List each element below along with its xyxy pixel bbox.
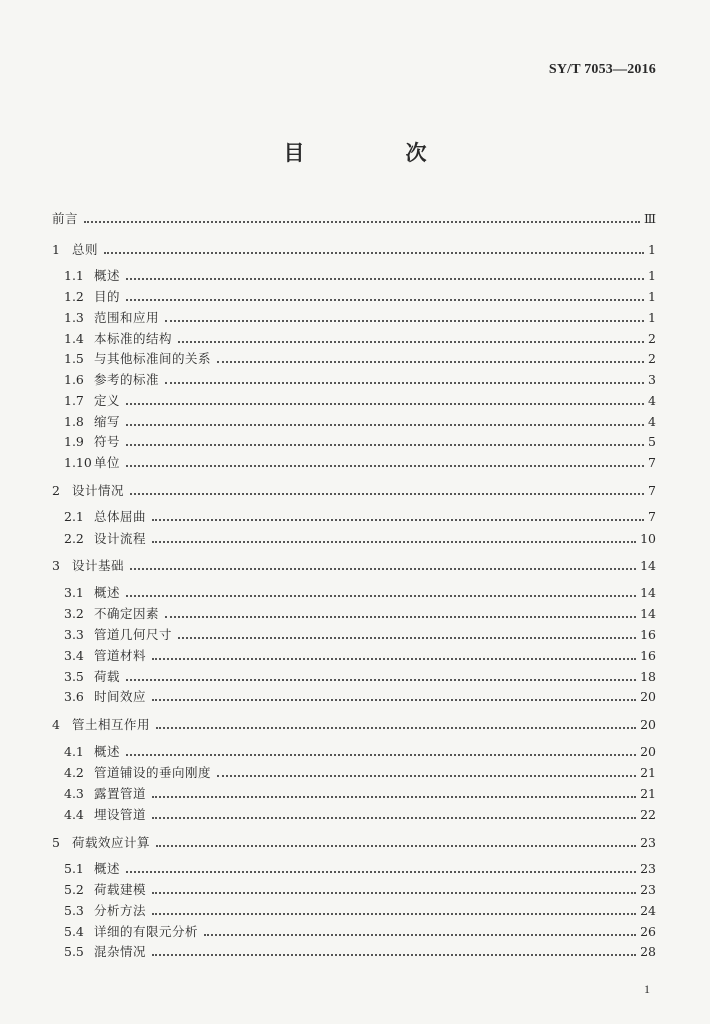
toc-leader-dots <box>126 595 636 597</box>
toc-entry-label: 缩写 <box>94 414 121 429</box>
toc-leader-dots <box>156 845 636 847</box>
toc-entry-number: 1.5 <box>64 351 84 366</box>
toc-entry-page: 23 <box>640 835 656 850</box>
toc-entry-label: 符号 <box>94 434 121 449</box>
toc-entry-number: 1.4 <box>64 331 84 346</box>
toc-entry[interactable] <box>64 860 656 878</box>
toc-entry[interactable] <box>64 454 656 472</box>
toc-leader-dots <box>130 568 636 570</box>
toc-leader-dots <box>217 361 644 363</box>
toc-entry[interactable] <box>64 309 656 327</box>
toc-leader-dots <box>126 465 644 467</box>
toc-leader-dots <box>217 775 636 777</box>
toc-leader-dots <box>152 913 636 915</box>
toc-entry-label: 参考的标准 <box>94 372 160 387</box>
toc-leader-dots <box>204 934 636 936</box>
toc-entry-page: 28 <box>640 944 656 959</box>
toc-entry-page: 1 <box>648 242 656 257</box>
toc-entry-label: 埋设管道 <box>94 807 147 822</box>
toc-entry-label: 本标准的结构 <box>94 331 173 346</box>
toc-entry-number: 3.4 <box>64 648 84 663</box>
toc-entry[interactable] <box>64 433 656 451</box>
toc-entry[interactable] <box>64 267 656 285</box>
toc-entry[interactable] <box>52 716 656 734</box>
toc-entry[interactable] <box>64 764 656 782</box>
toc-entry-number: 5.4 <box>64 924 84 939</box>
toc-entry-label: 设计情况 <box>72 483 125 498</box>
toc-entry-number: 5 <box>52 835 60 850</box>
toc-leader-dots <box>126 299 644 301</box>
toc-entry-label: 目的 <box>94 289 121 304</box>
toc-entry-page: 20 <box>640 744 656 759</box>
toc-entry[interactable] <box>64 923 656 941</box>
toc-entry-label: 概述 <box>94 585 121 600</box>
toc-entry[interactable] <box>64 943 656 961</box>
toc-entry[interactable] <box>64 806 656 824</box>
toc-entry-page: 23 <box>640 882 656 897</box>
toc-entry-number: 1 <box>52 242 60 257</box>
toc-entry-page: 22 <box>640 807 656 822</box>
page-number: 1 <box>644 982 650 996</box>
toc-entry-label: 与其他标准间的关系 <box>94 351 212 366</box>
toc-entry-number: 1.1 <box>64 268 84 283</box>
toc-entry-label: 范围和应用 <box>94 310 160 325</box>
toc-entry[interactable] <box>64 350 656 368</box>
toc-entry-page: 21 <box>640 765 656 780</box>
toc-leader-dots <box>152 699 636 701</box>
toc-entry-label: 总则 <box>72 242 99 257</box>
toc-entry-label: 概述 <box>94 861 121 876</box>
toc-entry-label: 概述 <box>94 268 121 283</box>
toc-entry-page: 2 <box>648 331 656 346</box>
toc-entry-page: 18 <box>640 669 656 684</box>
toc-entry-page: 7 <box>648 509 656 524</box>
toc-entry[interactable] <box>52 834 656 852</box>
toc-entry-label: 时间效应 <box>94 689 147 704</box>
toc-entry-number: 4.3 <box>64 786 84 801</box>
toc-entry-label: 管道几何尺寸 <box>94 627 173 642</box>
toc-entry-page: 14 <box>640 606 656 621</box>
toc-entry-number: 1.10 <box>64 455 92 470</box>
toc-entry-page: 24 <box>640 903 656 918</box>
toc-entry[interactable] <box>64 626 656 644</box>
toc-entry-number: 3.6 <box>64 689 84 704</box>
toc-entry-label: 混杂情况 <box>94 944 147 959</box>
toc-entry-page: 1 <box>648 268 656 283</box>
toc-entry[interactable] <box>64 508 656 526</box>
toc-entry[interactable] <box>64 605 656 623</box>
toc-entry-page: 14 <box>640 585 656 600</box>
toc-leader-dots <box>152 796 636 798</box>
toc-entry-label: 露置管道 <box>94 786 147 801</box>
toc-leader-dots <box>156 727 636 729</box>
toc-entry-label: 荷载效应计算 <box>72 835 151 850</box>
toc-leader-dots <box>104 252 644 254</box>
toc-entry-number: 2.2 <box>64 531 84 546</box>
toc-entry-page: 10 <box>640 531 656 546</box>
toc-entry-page: 16 <box>640 648 656 663</box>
toc-leader-dots <box>152 519 644 521</box>
toc-entry-label: 荷载建模 <box>94 882 147 897</box>
toc-entry-label: 总体屈曲 <box>94 509 147 524</box>
toc-entry[interactable] <box>52 210 656 228</box>
toc-entry-label: 设计流程 <box>94 531 147 546</box>
toc-leader-dots <box>126 424 644 426</box>
toc-entry-label: 单位 <box>94 455 121 470</box>
toc-entry[interactable] <box>64 647 656 665</box>
toc-entry[interactable] <box>64 743 656 761</box>
toc-entry-number: 5.3 <box>64 903 84 918</box>
toc-entry-page: 16 <box>640 627 656 642</box>
toc-entry-page: 1 <box>648 289 656 304</box>
toc-entry-number: 3.1 <box>64 585 84 600</box>
toc-leader-dots <box>152 892 636 894</box>
toc-entry-page: 4 <box>648 393 656 408</box>
toc-entry-number: 5.1 <box>64 861 84 876</box>
toc-entry-number: 1.3 <box>64 310 84 325</box>
toc-entry-page: 26 <box>640 924 656 939</box>
toc-entry-label: 定义 <box>94 393 121 408</box>
toc-leader-dots <box>178 637 636 639</box>
toc-entry-label: 概述 <box>94 744 121 759</box>
toc-entry[interactable] <box>64 902 656 920</box>
toc-entry[interactable] <box>64 785 656 803</box>
page-title: 目 次 <box>283 141 467 165</box>
toc-leader-dots <box>152 817 636 819</box>
toc-leader-dots <box>126 403 644 405</box>
toc-entry-number: 4.2 <box>64 765 84 780</box>
toc-leader-dots <box>126 871 636 873</box>
toc-entry-page: 1 <box>648 310 656 325</box>
toc-entry[interactable] <box>52 241 656 259</box>
standard-code: SY/T 7053—2016 <box>548 62 656 77</box>
toc-entry-number: 5.5 <box>64 944 84 959</box>
toc-entry[interactable] <box>64 413 656 431</box>
toc-entry-number: 1.6 <box>64 372 84 387</box>
toc-entry[interactable] <box>52 557 656 575</box>
toc-entry-label: 设计基础 <box>72 558 125 573</box>
toc-entry-label: 不确定因素 <box>94 606 160 621</box>
toc-entry-number: 5.2 <box>64 882 84 897</box>
toc-leader-dots <box>126 444 644 446</box>
toc-entry-label: 详细的有限元分析 <box>94 924 199 939</box>
toc-entry-label: 管土相互作用 <box>72 717 151 732</box>
toc-entry-number: 3 <box>52 558 60 573</box>
toc-entry-page: 2 <box>648 351 656 366</box>
toc-entry-number: 1.2 <box>64 289 84 304</box>
toc-entry-label: 前言 <box>52 211 79 226</box>
toc-entry-label: 管道材料 <box>94 648 147 663</box>
toc-entry-page: 3 <box>648 372 656 387</box>
toc-entry-page: 5 <box>648 434 656 449</box>
toc-entry-page: 21 <box>640 786 656 801</box>
toc-leader-dots <box>152 541 636 543</box>
toc-entry[interactable] <box>64 530 656 548</box>
toc-entry-label: 管道铺设的垂向刚度 <box>94 765 212 780</box>
toc-leader-dots <box>126 754 636 756</box>
toc-leader-dots <box>152 658 636 660</box>
toc-leader-dots <box>165 320 644 322</box>
toc-leader-dots <box>165 382 644 384</box>
toc-entry-label: 分析方法 <box>94 903 147 918</box>
toc-entry-number: 4.1 <box>64 744 84 759</box>
toc-entry-page: Ⅲ <box>643 211 656 226</box>
toc-entry-number: 3.2 <box>64 606 84 621</box>
toc-entry-page: 4 <box>648 414 656 429</box>
toc-leader-dots <box>165 616 636 618</box>
toc-entry-label: 荷载 <box>94 669 121 684</box>
toc-entry[interactable] <box>52 482 656 500</box>
toc-leader-dots <box>126 278 644 280</box>
toc-entry-page: 14 <box>640 558 656 573</box>
toc-entry-number: 2.1 <box>64 509 84 524</box>
toc-leader-dots <box>152 954 636 956</box>
toc-entry-page: 7 <box>648 483 656 498</box>
toc-leader-dots <box>84 221 640 223</box>
toc-entry-page: 20 <box>640 689 656 704</box>
toc-entry[interactable] <box>64 288 656 306</box>
toc-entry-number: 3.3 <box>64 627 84 642</box>
toc-entry[interactable] <box>64 688 656 706</box>
toc-entry-number: 1.7 <box>64 393 84 408</box>
toc-entry-page: 20 <box>640 717 656 732</box>
toc-entry-page: 23 <box>640 861 656 876</box>
toc-entry[interactable] <box>64 392 656 410</box>
toc-entry-number: 3.5 <box>64 669 84 684</box>
toc-entry[interactable] <box>64 584 656 602</box>
toc-entry-number: 4.4 <box>64 807 84 822</box>
toc-entry-number: 1.8 <box>64 414 84 429</box>
toc-entry[interactable] <box>64 881 656 899</box>
toc-entry[interactable] <box>64 668 656 686</box>
toc-entry[interactable] <box>64 371 656 389</box>
toc-leader-dots <box>178 341 644 343</box>
toc-leader-dots <box>130 493 644 495</box>
toc-entry[interactable] <box>64 330 656 348</box>
toc-entry-number: 2 <box>52 483 60 498</box>
toc-leader-dots <box>126 679 636 681</box>
toc-entry-number: 1.9 <box>64 434 84 449</box>
toc-entry-number: 4 <box>52 717 60 732</box>
toc-entry-page: 7 <box>648 455 656 470</box>
